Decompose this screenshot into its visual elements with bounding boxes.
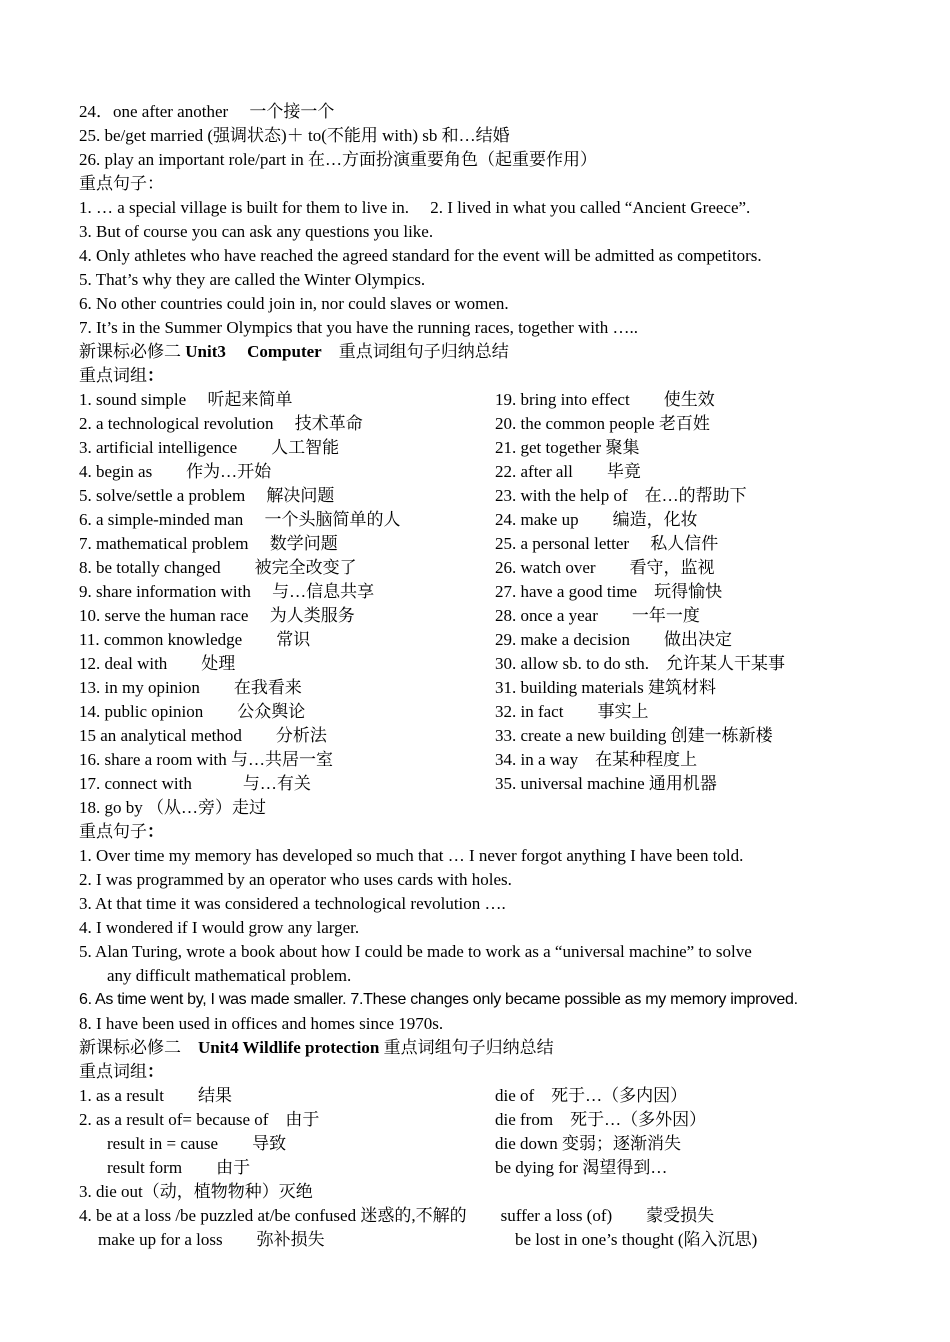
unit3-sentences-heading <box>79 821 164 843</box>
phrase-item: 1. sound simple 听起来简单 <box>79 390 293 409</box>
sentence-continuation: any difficult mathematical problem. <box>107 966 352 985</box>
sentence-line: 3. But of course you can ask any questions you like. <box>79 222 434 241</box>
sentence-line: 8. I have been used in offices and homes since 1970s. <box>79 1014 444 1033</box>
phrase-item: 31. building materials 建筑材料 <box>495 678 716 697</box>
phrase-item: be dying for 渴望得到… <box>495 1158 668 1177</box>
sentence-line: 4. Only athletes who have reached the agreed standard for the event will be admitted as competitors. <box>79 246 762 265</box>
phrase-item: 11. common knowledge 常识 <box>79 630 311 649</box>
phrase-item: 32. in fact 事实上 <box>495 702 649 721</box>
sentence-line: 6. No other countries could join in, nor could slaves or women. <box>79 294 509 313</box>
sentence-line: 2. I was programmed by an operator who uses cards with holes. <box>79 870 512 889</box>
sentence-line: 6. As time went by, I was made smaller. 7.These changes only became possible as my memory improved. <box>79 991 798 1008</box>
sentence-line: 1. … a special village is built for them to live in. 2. I lived in what you called “Ancient Greece”. <box>79 198 751 217</box>
phrase-item: 7. mathematical problem 数学问题 <box>79 534 338 553</box>
phrase-item: 30. allow sb. to do sth. 允许某人干某事 <box>495 654 785 673</box>
phrase-item: 26. watch over 看守，监视 <box>495 558 715 577</box>
phrase-item: 29. make a decision 做出决定 <box>495 630 733 649</box>
phrase-item: 14. public opinion 公众舆论 <box>79 702 306 721</box>
sentence-line: 3. At that time it was considered a technological revolution …. <box>79 894 506 913</box>
heading-colon: ： <box>147 366 164 385</box>
phrase-item: 9. share information with 与…信息共享 <box>79 582 375 601</box>
heading-text: 重点词组 <box>79 366 147 385</box>
phrase-item: 1. as a result 结果 <box>79 1086 232 1105</box>
heading-text: 重点词组 <box>79 1062 147 1081</box>
phrase-item: 35. universal machine 通用机器 <box>495 774 717 793</box>
phrase-item: 15 an analytical method 分析法 <box>79 726 327 745</box>
phrase-item: 17. connect with 与…有关 <box>79 774 311 793</box>
unit3-title-bold: Unit3 Computer <box>185 342 322 361</box>
heading-colon: ： <box>147 1062 164 1081</box>
phrase-item: 18. go by （从…旁）走过 <box>79 798 266 817</box>
phrase-item: 24. make up 编造，化妆 <box>495 510 698 529</box>
unit3-title <box>79 341 509 363</box>
phrase-item: 21. get together 聚集 <box>495 438 640 457</box>
unit4-title-suffix: 重点词组句子归纳总结 <box>379 1038 554 1057</box>
unit4-title <box>79 1037 554 1059</box>
unit4-title-prefix: 新课标必修二 <box>79 1038 198 1057</box>
phrase-item: 2. as a result of= because of 由于 <box>79 1110 320 1129</box>
phrase-item: result form 由于 <box>107 1158 251 1177</box>
phrase-item: 8. be totally changed 被完全改变了 <box>79 558 357 577</box>
sentence-line: 5. Alan Turing, wrote a book about how I could be made to work as a “universal machine” to solve <box>79 942 752 961</box>
phrase-item: 12. deal with 处理 <box>79 654 236 673</box>
phrase-item: 28. once a year 一年一度 <box>495 606 700 625</box>
unit4-title-bold: Unit4 Wildlife protection <box>198 1038 380 1057</box>
phrase-line: 25. be/get married (强调状态)＋ to(不能用 with) sb 和…结婚 <box>79 126 510 145</box>
unit3-title-prefix: 新课标必修二 <box>79 342 186 361</box>
phrase-item: 4. be at a loss /be puzzled at/be confused 迷惑的,不解的 suffer a loss (of) 蒙受损失 <box>79 1206 715 1225</box>
unit4-phrases-heading <box>79 1061 164 1083</box>
sentences-heading: 重点句子： <box>79 174 164 193</box>
phrase-item: 33. create a new building 创建一栋新楼 <box>495 726 773 745</box>
heading-colon: ： <box>147 822 164 841</box>
phrase-item: 20. the common people 老百姓 <box>495 414 710 433</box>
unit3-title-suffix: 重点词组句子归纳总结 <box>321 342 509 361</box>
phrase-item: 27. have a good time 玩得愉快 <box>495 582 723 601</box>
phrase-item: 23. with the help of 在…的帮助下 <box>495 486 747 505</box>
phrase-item: 34. in a way 在某种程度上 <box>495 750 698 769</box>
phrase-item: 5. solve/settle a problem 解决问题 <box>79 486 335 505</box>
phrase-item: 10. serve the human race 为人类服务 <box>79 606 355 625</box>
phrase-item: 16. share a room with 与…共居一室 <box>79 750 334 769</box>
phrase-item: be lost in one’s thought (陷入沉思) <box>515 1230 758 1249</box>
phrase-item: die down 变弱；逐渐消失 <box>495 1134 682 1153</box>
phrase-item: 3. die out（动，植物物种）灭绝 <box>79 1182 313 1201</box>
phrase-item: make up for a loss 弥补损失 <box>98 1230 325 1249</box>
sentence-line: 5. That’s why they are called the Winter Olympics. <box>79 270 426 289</box>
sentence-line: 4. I wondered if I would grow any larger. <box>79 918 360 937</box>
phrase-item: die of 死于…（多内因） <box>495 1086 688 1105</box>
phrase-item: 25. a personal letter 私人信件 <box>495 534 719 553</box>
phrase-item: 22. after all 毕竟 <box>495 462 641 481</box>
phrase-line: 24．one after another 一个接一个 <box>79 102 335 121</box>
phrase-item: 2. a technological revolution 技术革命 <box>79 414 363 433</box>
phrase-item: result in = cause 导致 <box>107 1134 287 1153</box>
phrase-item: 13. in my opinion 在我看来 <box>79 678 302 697</box>
phrase-item: 3. artificial intelligence 人工智能 <box>79 438 340 457</box>
unit3-phrases-heading <box>79 365 164 387</box>
sentence-line: 1. Over time my memory has developed so much that … I never forgot anything I have been told. <box>79 846 744 865</box>
phrase-item: 19. bring into effect 使生效 <box>495 390 715 409</box>
heading-text: 重点句子 <box>79 822 147 841</box>
phrase-item: 6. a simple-minded man 一个头脑简单的人 <box>79 510 401 529</box>
sentence-line: 7. It’s in the Summer Olympics that you have the running races, together with ….. <box>79 318 638 337</box>
phrase-line: 26. play an important role/part in 在…方面扮演重要角色（起重要作用） <box>79 150 597 169</box>
phrase-item: 4. begin as 作为…开始 <box>79 462 272 481</box>
phrase-item: die from 死于…（多外因） <box>495 1110 707 1129</box>
